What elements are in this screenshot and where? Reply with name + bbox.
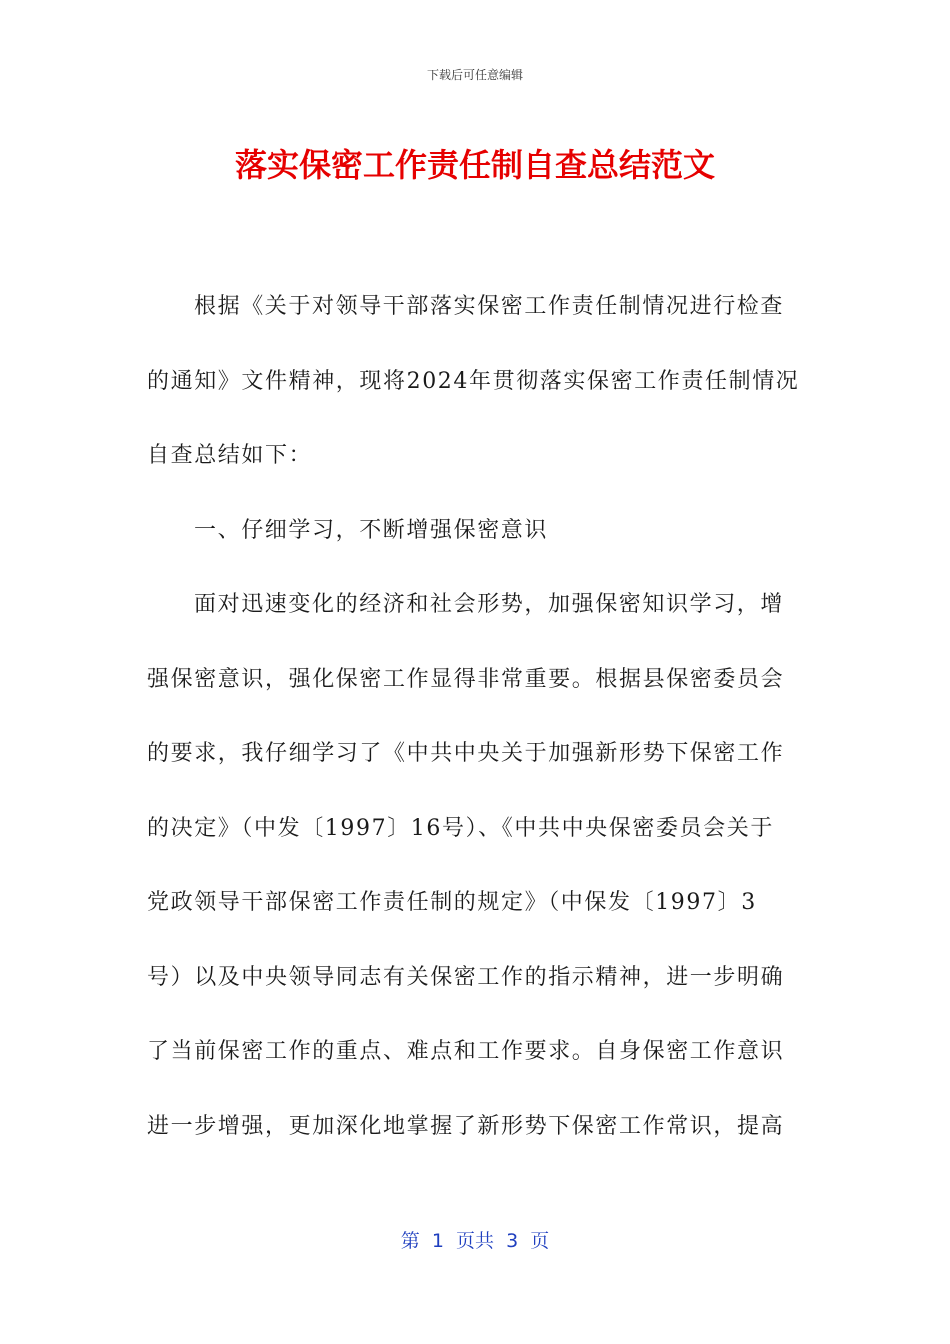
paragraph-line: 强保密意识，强化保密工作显得非常重要。根据县保密委员会 bbox=[147, 666, 785, 692]
section-heading: 一、仔细学习，不断增强保密意识 bbox=[194, 517, 549, 543]
paragraph-line: 党政领导干部保密工作责任制的规定》（中保发〔1997〕3 bbox=[147, 890, 757, 915]
header-note: 下载后可任意编辑 bbox=[426, 68, 523, 82]
paragraph-line: 了当前保密工作的重点、难点和工作要求。自身保密工作意识 bbox=[147, 1039, 785, 1064]
paragraph-line: 自查总结如下： bbox=[147, 443, 313, 468]
paragraph-line: 的要求，我仔细学习了《中共中央关于加强新形势下保密工作 bbox=[147, 741, 785, 766]
document-body bbox=[147, 270, 807, 1164]
paragraph-line: 根据《关于对领导干部落实保密工作责任制情况进行检查 bbox=[194, 294, 785, 319]
paragraph-line: 号）以及中央领导同志有关保密工作的指示精神，进一步明确 bbox=[147, 964, 785, 990]
paragraph-line: 的通知》文件精神，现将2024年贯彻落实保密工作责任制情况 bbox=[147, 368, 800, 394]
document-title: 落实保密工作责任制自查总结范文 bbox=[234, 146, 715, 184]
paragraph-line: 进一步增强，更加深化地掌握了新形势下保密工作常识，提高 bbox=[147, 1113, 785, 1139]
paragraph-line: 面对迅速变化的经济和社会形势，加强保密知识学习，增 bbox=[194, 592, 785, 617]
paragraph-line: 的决定》（中发〔1997〕16号）、《中共中央保密委员会关于 bbox=[147, 815, 774, 841]
page-footer: 第 1 页共 3 页 bbox=[400, 1230, 550, 1252]
